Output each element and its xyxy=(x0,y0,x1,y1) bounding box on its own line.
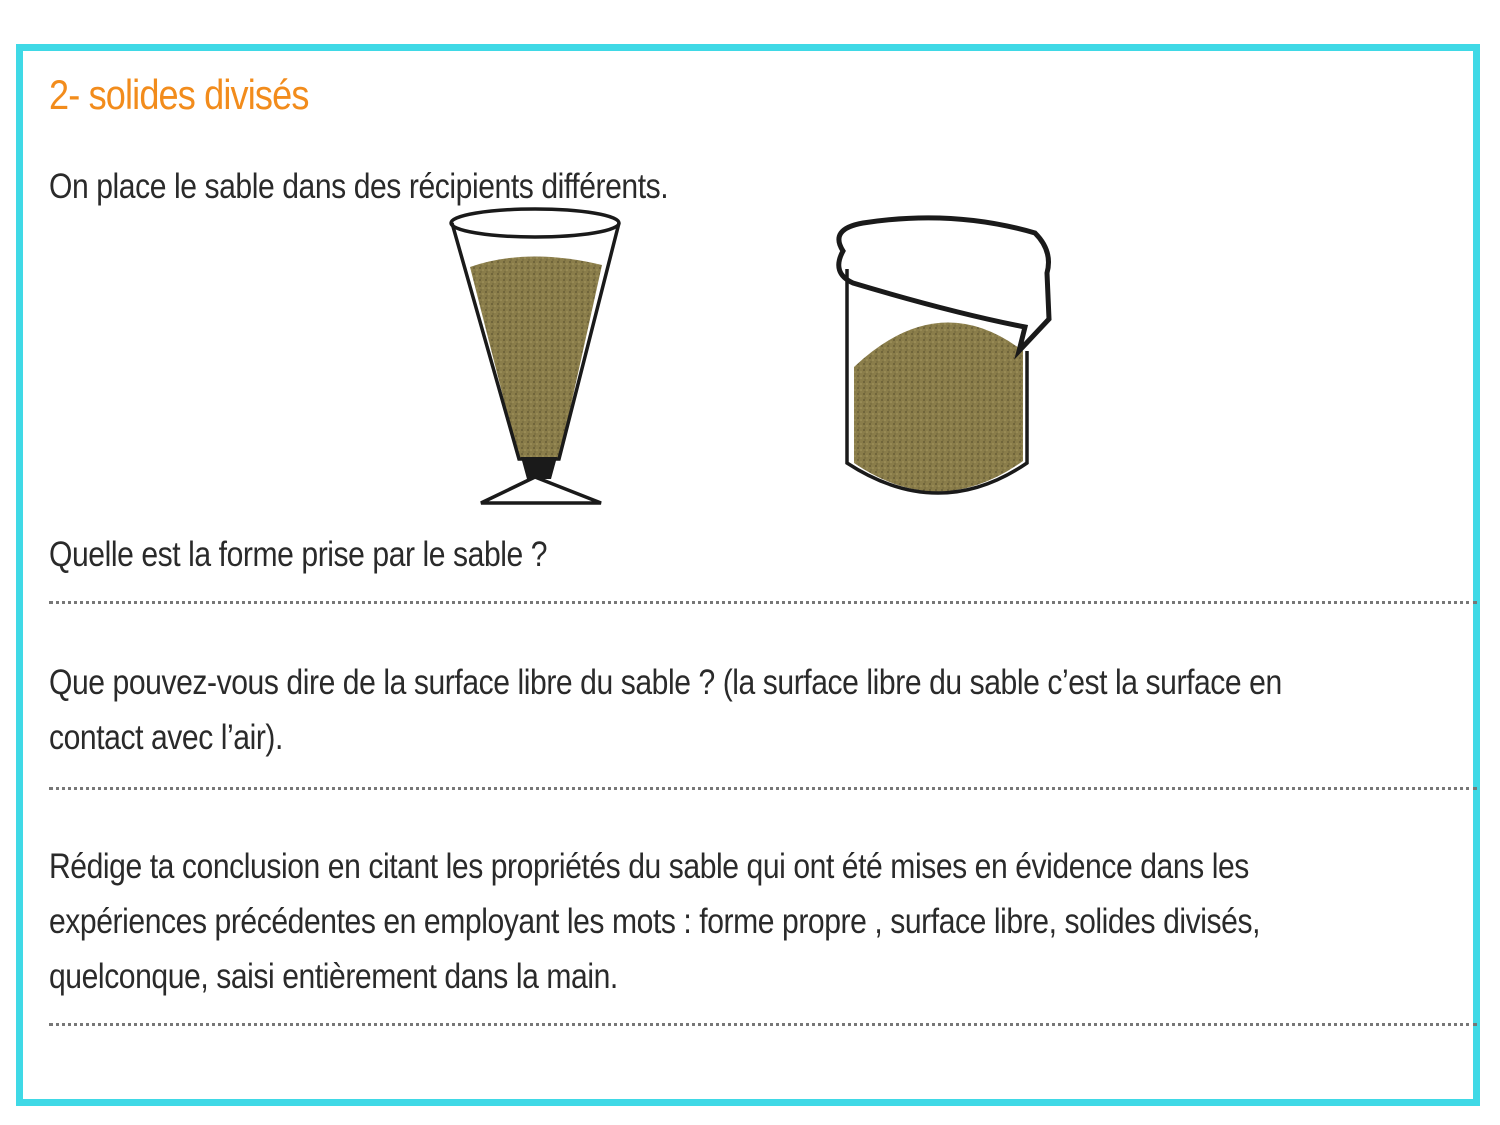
section-title: 2- solides divisés xyxy=(49,71,309,118)
beaker xyxy=(839,218,1049,493)
answer-line-3[interactable] xyxy=(49,1023,1477,1026)
intro-text: On place le sable dans des récipients différents. xyxy=(49,167,669,206)
question-free-surface: Que pouvez-vous dire de la surface libre du sable ? (la surface libre du sable c’est la surface en contact avec l’air). xyxy=(49,663,1282,757)
answer-line-2[interactable] xyxy=(49,787,1477,790)
worksheet-frame xyxy=(16,44,1480,1106)
answer-line-1[interactable] xyxy=(49,601,1477,604)
sand-containers-illustration xyxy=(23,51,1473,551)
conical-glass xyxy=(451,209,619,503)
sand-in-beaker xyxy=(854,323,1023,492)
question-shape: Quelle est la forme prise par le sable ? xyxy=(49,535,548,574)
question-conclusion: Rédige ta conclusion en citant les propriétés du sable qui ont été mises en évidence dans les expériences précédentes en employant les mots : forme propre , surface libre, solides divisés, quelconque, saisi entièrement dans la main. xyxy=(49,847,1261,996)
